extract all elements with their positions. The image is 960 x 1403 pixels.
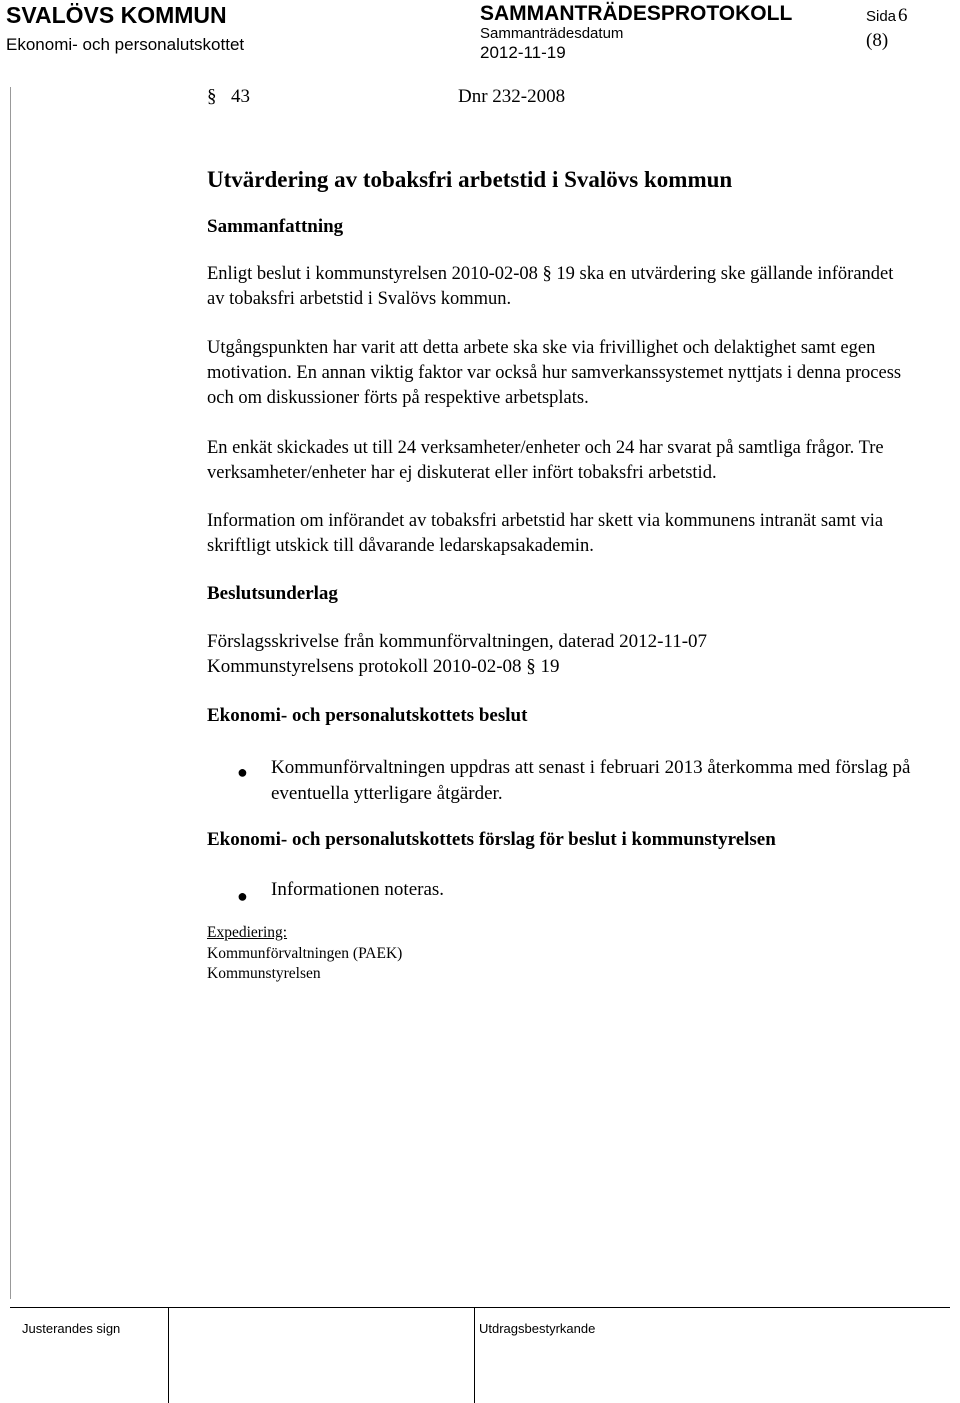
meeting-date-label: Sammanträdesdatum bbox=[480, 25, 624, 42]
dispatch-recipient: Kommunförvaltningen (PAEK) bbox=[207, 945, 403, 962]
bullet-icon: ● bbox=[237, 886, 248, 906]
decision-heading: Ekonomi- och personalutskottets beslut bbox=[207, 705, 528, 726]
footer-column-divider bbox=[168, 1307, 169, 1403]
document-type: SAMMANTRÄDESPROTOKOLL bbox=[480, 2, 793, 25]
page-total: (8) bbox=[866, 30, 889, 51]
bullet-icon: ● bbox=[237, 762, 248, 782]
page-title: Utvärdering av tobaksfri arbetstid i Svalövs kommun bbox=[207, 167, 733, 192]
left-margin-rule bbox=[10, 87, 11, 1299]
registration-number: Dnr 232-2008 bbox=[458, 86, 566, 107]
page-label: Sida bbox=[866, 8, 897, 25]
basis-item: Kommunstyrelsens protokoll 2010-02-08 § 19 bbox=[207, 656, 560, 677]
extract-certification-label: Utdragsbestyrkande bbox=[479, 1321, 596, 1336]
proposal-item: Informationen noteras. bbox=[271, 879, 445, 900]
case-number: 43 bbox=[231, 86, 250, 107]
summary-heading: Sammanfattning bbox=[207, 216, 344, 237]
summary-paragraph: En enkät skickades ut till 24 verksamheter/enheter och 24 har svarat på samtliga frågor. Tre verksamheter/enheter har ej diskuterat eller infört tobaksfri arbetstid. bbox=[207, 438, 884, 483]
footer-divider bbox=[10, 1307, 950, 1308]
footer-column-divider bbox=[474, 1307, 475, 1403]
summary-paragraph: Utgångspunkten har varit att detta arbete ska ske via frivillighet och delaktighet samt egen motivation. En annan viktig faktor var också hur samverkanssystemet nyttjats i denna process och om diskussioner förts på respektive arbetsplats. bbox=[207, 338, 902, 408]
page-number: 6 bbox=[898, 5, 908, 26]
meeting-date: 2012-11-19 bbox=[480, 43, 566, 62]
signature-label: Justerandes sign bbox=[22, 1321, 121, 1336]
basis-item: Förslagsskrivelse från kommunförvaltningen, daterad 2012-11-07 bbox=[207, 631, 708, 652]
dispatch-label: Expediering: bbox=[207, 924, 288, 941]
paragraph-sign: § bbox=[207, 86, 217, 107]
proposal-heading: Ekonomi- och personalutskottets förslag för beslut i kommunstyrelsen bbox=[207, 829, 776, 850]
municipality-name: SVALÖVS KOMMUN bbox=[6, 2, 227, 28]
basis-heading: Beslutsunderlag bbox=[207, 583, 338, 604]
committee-name: Ekonomi- och personalutskottet bbox=[6, 35, 245, 54]
dispatch-recipient: Kommunstyrelsen bbox=[207, 965, 321, 982]
decision-item: Kommunförvaltningen uppdras att senast i februari 2013 återkomma med förslag på eventuella ytterligare åtgärder. bbox=[271, 757, 911, 804]
summary-paragraph: Enligt beslut i kommunstyrelsen 2010-02-08 § 19 ska en utvärdering ske gällande införandet av tobaksfri arbetstid i Svalövs kommun. bbox=[207, 264, 894, 309]
summary-paragraph: Information om införandet av tobaksfri arbetstid har skett via kommunens intranät samt via skriftligt utskick till dåvarande ledarskapsakademin. bbox=[207, 511, 884, 556]
